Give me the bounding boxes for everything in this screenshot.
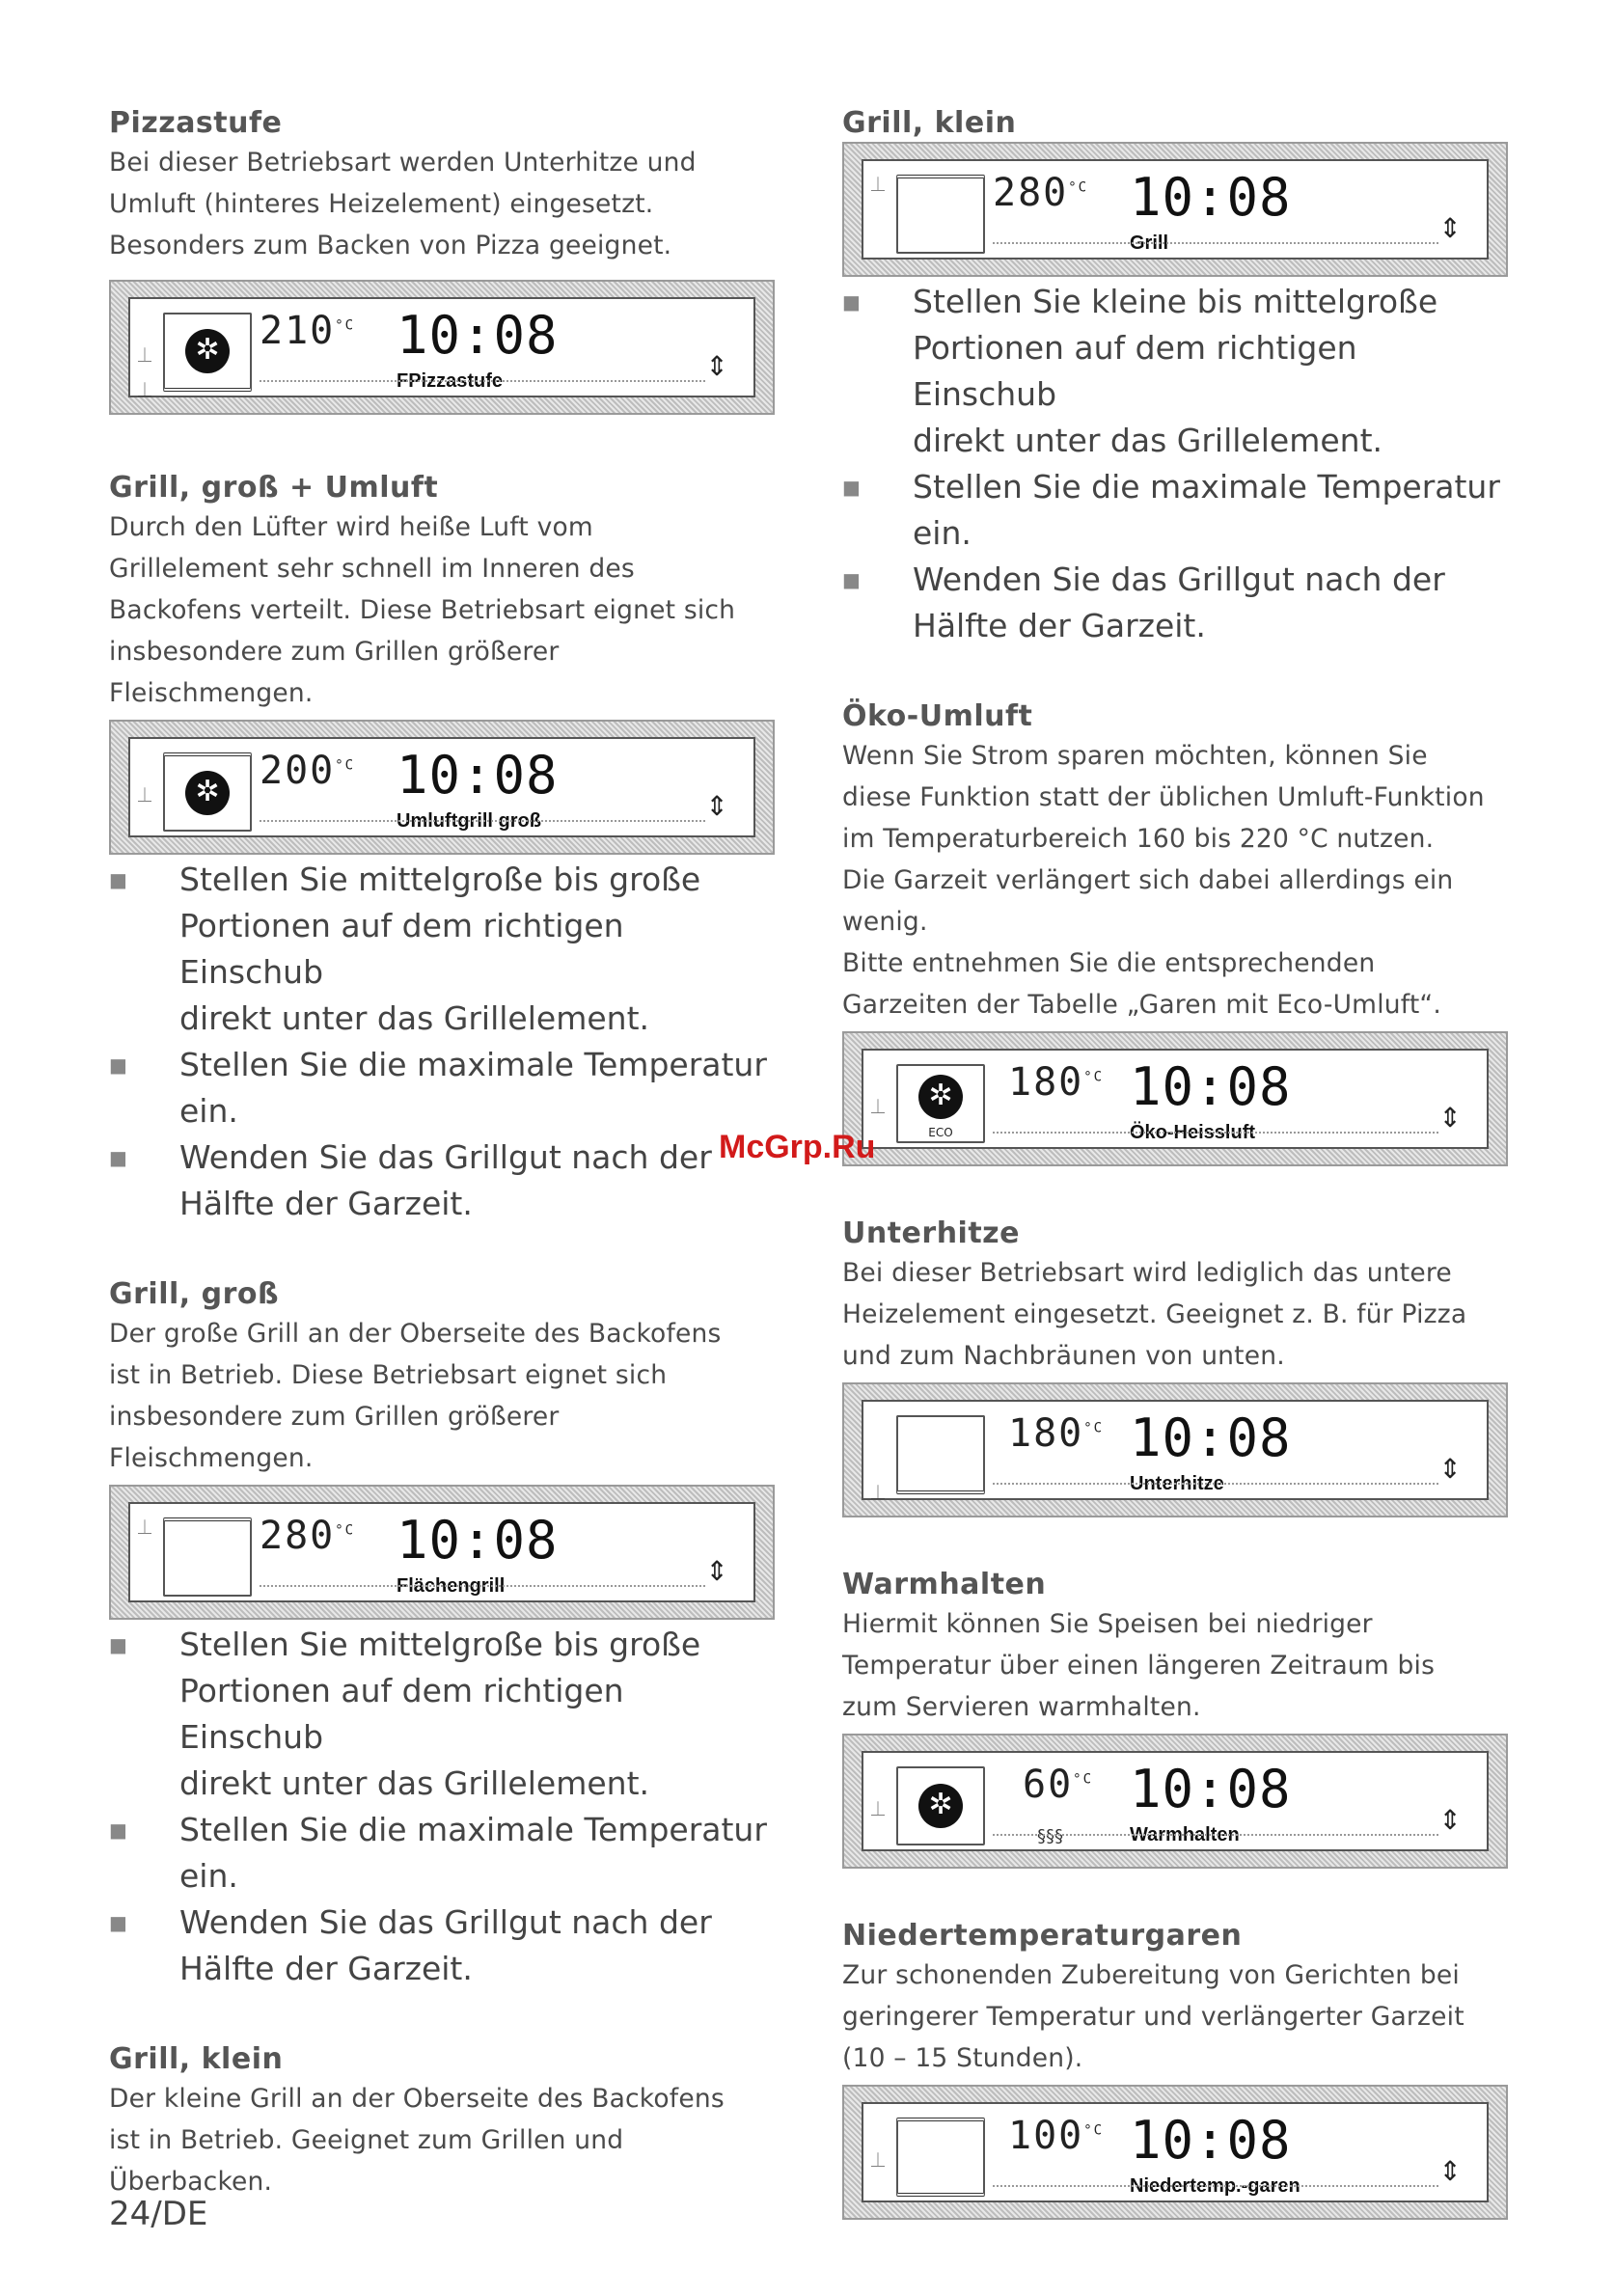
mode-label: FPizzastufe bbox=[397, 370, 504, 392]
section-warmhalten bbox=[842, 1568, 1508, 1869]
heading-oeko-umluft: Öko-Umluft bbox=[842, 699, 1033, 733]
left-column bbox=[109, 106, 775, 2202]
clock: 10:08 bbox=[397, 305, 559, 366]
paragraph: Bei dieser Betriebsart wird lediglich das untere Heizelement eingesetzt. Geeignet z. B. für Pizza und zum Nachbräunen von unten. bbox=[842, 1258, 1467, 1371]
oven-display bbox=[842, 142, 1508, 277]
paragraph: Wenn Sie Strom sparen möchten, können Sie diese Funktion statt der üblichen Umluft-Funktion im Temperaturbereich 160 bis 220 °C nutzen. Die Garzeit verlängert sich dabei allerdings ein wenig. Bitte entnehmen Sie die entsprechenden Garzeiten der Tabelle „Garen mit Eco-Umluft“. bbox=[842, 741, 1485, 1020]
heading-grill-klein: Grill, klein bbox=[842, 106, 1017, 140]
heading-warmhalten: Warmhalten bbox=[842, 1568, 1047, 1601]
oven-mode-icon bbox=[896, 1766, 985, 1845]
clock: 10:08 bbox=[397, 745, 559, 806]
heading-grill-gross: Grill, groß bbox=[109, 1277, 280, 1311]
temperature: $200^{^\circ C}$ bbox=[260, 749, 356, 793]
paragraph: Hiermit können Sie Speisen bei niedriger Temperatur über einen längeren Zeitraum bis zum Servieren warmhalten. bbox=[842, 1609, 1436, 1722]
level-icon: ⏊ bbox=[138, 1520, 151, 1536]
heading-grill-gross-umluft: Grill, groß + Umluft bbox=[109, 471, 439, 505]
oven-display bbox=[842, 2085, 1508, 2220]
oven-mode-icon bbox=[896, 1064, 985, 1143]
list-item: ■ Wenden Sie das Grillgut nach der Hälfte der Garzeit. bbox=[109, 1903, 712, 1987]
oven-display bbox=[842, 1031, 1508, 1166]
heading-unterhitze: Unterhitze bbox=[842, 1216, 1020, 1250]
up-down-arrows-icon: ⇕ bbox=[705, 350, 728, 382]
fan-icon: ✲ bbox=[918, 1784, 963, 1828]
heading-niedertemperaturgaren: Niedertemperaturgaren bbox=[842, 1919, 1243, 1953]
oven-mode-icon bbox=[163, 313, 252, 392]
up-down-arrows-icon: ⇕ bbox=[1438, 1804, 1462, 1836]
list-item: ■ Wenden Sie das Grillgut nach der Hälfte der Garzeit. bbox=[109, 1138, 712, 1222]
bullet-list bbox=[109, 857, 775, 1227]
heading-pizzastufe: Pizzastufe bbox=[109, 106, 283, 140]
mode-label: Umluftgrill groß bbox=[397, 810, 541, 832]
temperature: $280^{^\circ C}$ bbox=[260, 1514, 356, 1558]
level-icon: ⏊ bbox=[871, 178, 885, 193]
clock: 10:08 bbox=[1130, 1759, 1292, 1819]
fan-icon: ✲ bbox=[918, 1075, 963, 1119]
mode-label: Warmhalten bbox=[1130, 1824, 1240, 1845]
section-grill-klein bbox=[842, 106, 1508, 649]
oven-display bbox=[842, 1734, 1508, 1869]
oven-mode-icon bbox=[163, 1517, 252, 1597]
list-item: ■ Stellen Sie mittelgroße bis große Portionen auf dem richtigen Einschub direkt unter das Grillelement. bbox=[109, 1626, 701, 1802]
fan-icon: ✲ bbox=[185, 771, 230, 815]
mode-label: Flächengrill bbox=[397, 1575, 506, 1597]
paragraph: Zur schonenden Zubereitung von Gerichten bei geringerer Temperatur und verlängerter Garzeit (10 – 15 Stunden). bbox=[842, 1960, 1464, 2073]
section-pizzastufe bbox=[109, 106, 775, 415]
temperature: $100^{^\circ C}$ bbox=[1008, 2114, 1105, 2158]
level-icon: ⏊ bbox=[871, 1802, 885, 1818]
heading-grill-klein: Grill, klein bbox=[109, 2042, 284, 2076]
watermark: McGrp.Ru bbox=[719, 1129, 876, 1165]
section-oeko-umluft bbox=[842, 699, 1508, 1166]
up-down-arrows-icon: ⇕ bbox=[1438, 1453, 1462, 1485]
up-down-arrows-icon: ⇕ bbox=[1438, 2155, 1462, 2187]
section-grill-gross bbox=[109, 1277, 775, 1992]
list-item: ■ Stellen Sie die maximale Temperatur ein. bbox=[109, 1046, 767, 1130]
level-icon: ⏊ bbox=[138, 788, 151, 804]
bullet-list bbox=[842, 279, 1508, 649]
temperature: $180^{^\circ C}$ bbox=[1008, 1411, 1105, 1456]
level-icon: ⏊ bbox=[138, 348, 151, 364]
clock: 10:08 bbox=[1130, 167, 1292, 228]
oven-display bbox=[842, 1382, 1508, 1517]
mode-label: Grill bbox=[1130, 232, 1169, 254]
level-icon: ⏊ bbox=[138, 383, 151, 398]
up-down-arrows-icon: ⇕ bbox=[1438, 1102, 1462, 1134]
eco-badge: ECO bbox=[928, 1126, 953, 1139]
paragraph: Bei dieser Betriebsart werden Unterhitze und Umluft (hinteres Heizelement) eingesetzt. Besonders zum Backen von Pizza geeignet. bbox=[109, 148, 697, 260]
level-icon: ⏊ bbox=[871, 1100, 885, 1115]
section-niedertemperaturgaren bbox=[842, 1919, 1508, 2220]
clock: 10:08 bbox=[397, 1510, 559, 1571]
section-unterhitze bbox=[842, 1216, 1508, 1517]
paragraph: Der große Grill an der Oberseite des Backofens ist in Betrieb. Diese Betriebsart eignet sich insbesondere zum Grillen größerer Fleischmengen. bbox=[109, 1319, 722, 1473]
section-grill-gross-umluft bbox=[109, 471, 775, 1227]
oven-display bbox=[109, 1485, 775, 1620]
up-down-arrows-icon: ⇕ bbox=[1438, 212, 1462, 244]
list-item: ■ Wenden Sie das Grillgut nach der Hälfte der Garzeit. bbox=[842, 560, 1445, 644]
list-item: ■ Stellen Sie die maximale Temperatur ein. bbox=[109, 1811, 767, 1895]
temperature: $210^{^\circ C}$ bbox=[260, 309, 356, 353]
up-down-arrows-icon: ⇕ bbox=[705, 1555, 728, 1587]
list-item: ■ Stellen Sie die maximale Temperatur ein. bbox=[842, 468, 1500, 552]
steam-icon: §§§ bbox=[1037, 1826, 1063, 1846]
oven-mode-icon bbox=[163, 752, 252, 832]
level-icon: ⏊ bbox=[871, 1486, 885, 1501]
list-item: ■ Stellen Sie mittelgroße bis große Portionen auf dem richtigen Einschub direkt unter das Grillelement. bbox=[109, 861, 701, 1037]
oven-mode-icon bbox=[896, 1415, 985, 1494]
clock: 10:08 bbox=[1130, 1408, 1292, 1468]
temperature: $60^{^\circ C}$ bbox=[1023, 1763, 1094, 1807]
section-grill-klein-text bbox=[109, 2042, 775, 2202]
oven-mode-icon bbox=[896, 2118, 985, 2197]
temperature: $280^{^\circ C}$ bbox=[993, 171, 1089, 215]
page-number: 24/DE bbox=[109, 2195, 208, 2233]
clock: 10:08 bbox=[1130, 1056, 1292, 1117]
mode-label: Niedertemp.-garen bbox=[1130, 2175, 1300, 2197]
paragraph: Durch den Lüfter wird heiße Luft vom Grillelement sehr schnell im Inneren des Backofens verteilt. Diese Betriebsart eignet sich insbesondere zum Grillen größerer Fleischmengen. bbox=[109, 512, 736, 708]
level-icon: ⏊ bbox=[871, 2153, 885, 2169]
bullet-list bbox=[109, 1622, 775, 1992]
oven-display bbox=[109, 720, 775, 855]
paragraph: Der kleine Grill an der Oberseite des Backofens ist in Betrieb. Geeignet zum Grillen und Überbacken. bbox=[109, 2084, 725, 2197]
mode-label: Unterhitze bbox=[1130, 1473, 1224, 1494]
oven-mode-icon bbox=[896, 175, 985, 254]
fan-icon: ✲ bbox=[185, 329, 230, 373]
mode-label: Öko-Heissluft bbox=[1130, 1122, 1256, 1143]
right-column bbox=[842, 106, 1508, 2220]
list-item: ■ Stellen Sie kleine bis mittelgroße Portionen auf dem richtigen Einschub direkt unter das Grillelement. bbox=[842, 283, 1438, 459]
oven-display bbox=[109, 280, 775, 415]
clock: 10:08 bbox=[1130, 2110, 1292, 2171]
temperature: $180^{^\circ C}$ bbox=[1008, 1060, 1105, 1105]
up-down-arrows-icon: ⇕ bbox=[705, 790, 728, 822]
